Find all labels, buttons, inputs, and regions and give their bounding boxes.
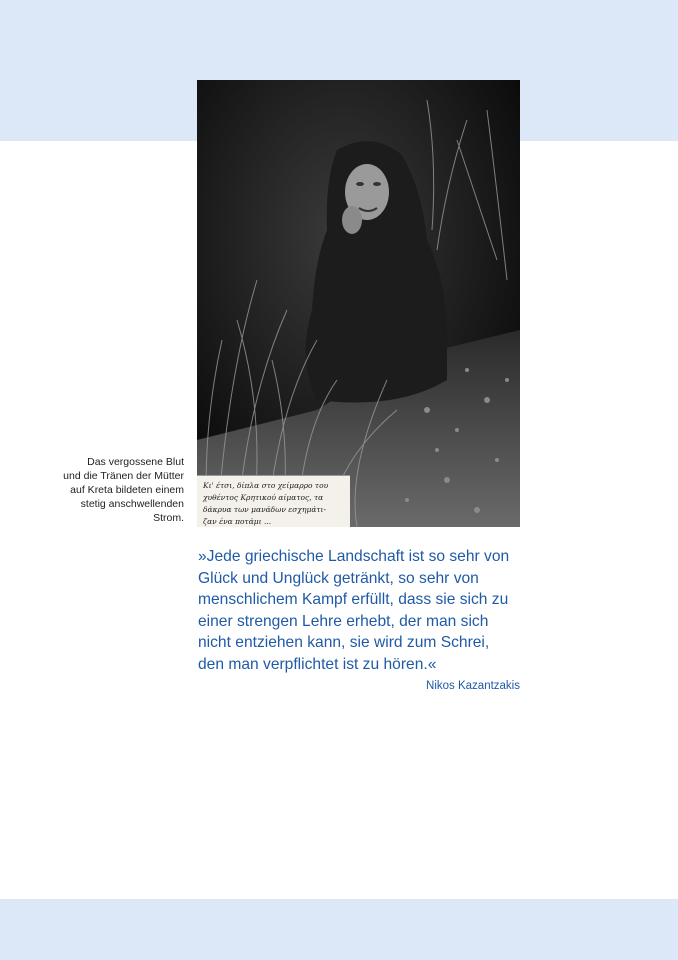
quote-author: Nikos Kazantzakis (426, 680, 520, 692)
photo-grieving-woman-image (197, 80, 520, 527)
photo-grieving-woman (197, 80, 520, 527)
photo-caption: Das vergossene Blut und die Tränen der Mütter auf Kreta bildeten einem stetig anschwellenden Strom. (63, 456, 184, 524)
bottom-color-band (0, 899, 678, 960)
handwritten-note: Κι' έτσι, δίπλα στο χείμαρρο του χυθέντος Κρητικού αίματος, τα δάκρυα των μανάδων εσχημάτι- ζαν ένα ποτάμι ... (197, 475, 350, 527)
quote-text: »Jede griechische Landschaft ist so sehr von Glück und Unglück getränkt, so sehr von menschlichem Kampf erfüllt, dass sie sich zu einer strengen Lehre erhebt, der man sich nicht entziehen kann, sie wird zum Schrei, den man verpflichtet ist zu hören.« (198, 548, 510, 673)
